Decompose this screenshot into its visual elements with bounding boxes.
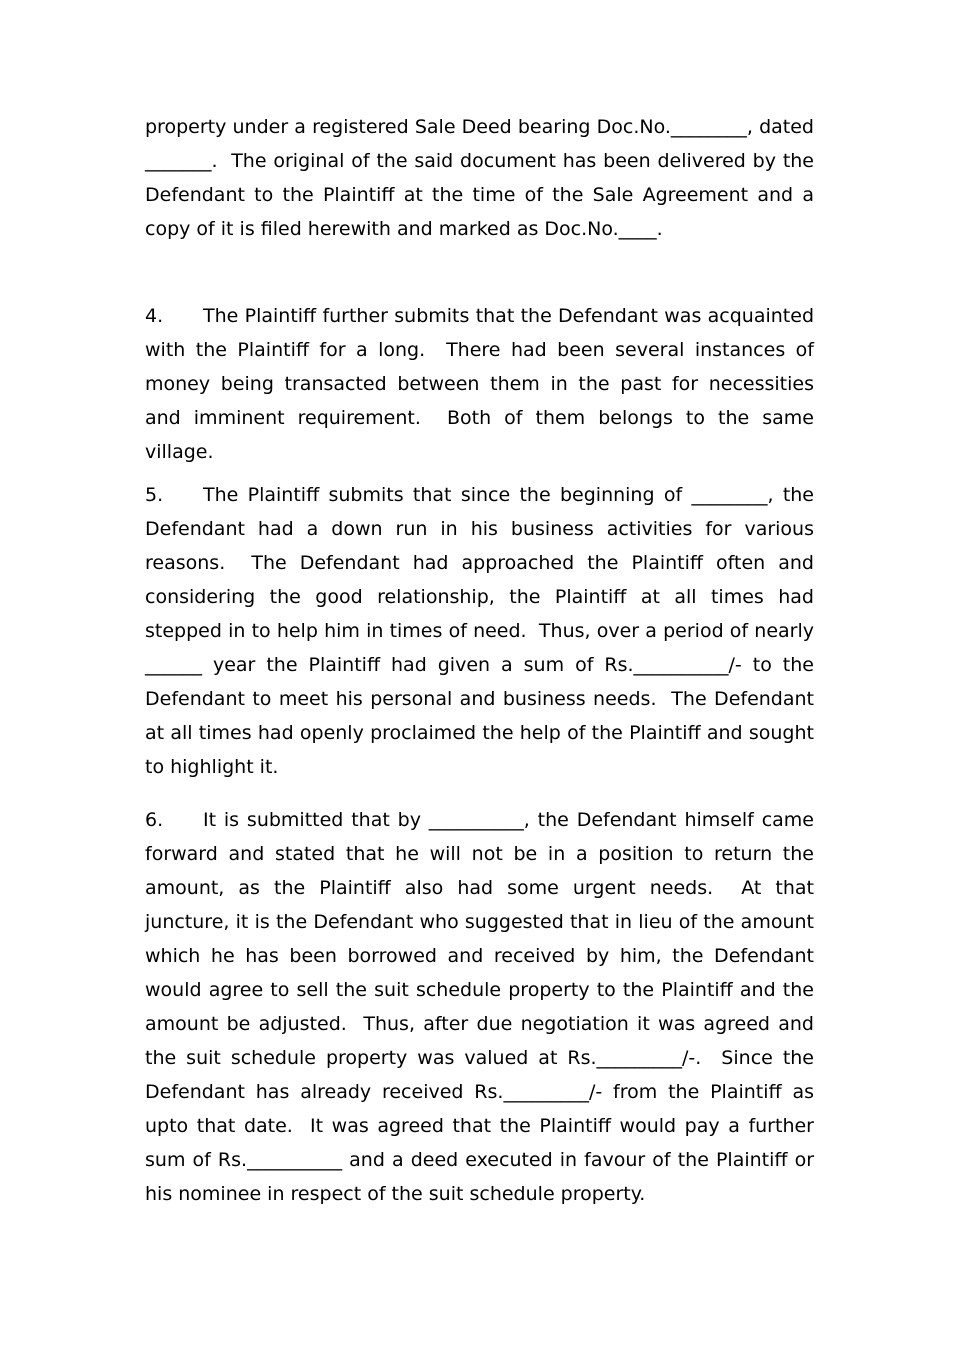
paragraph-5 — [145, 478, 821, 784]
paragraph-4 — [145, 299, 821, 469]
paragraph-text: The Plaintiff submits that since the beginning of ________, the Defendant had a down run in his business activities for various reasons. The Defendant had approached the Plaintiff often and considering the good relationship, the Plaintiff at all times had stepped in to help him in times of need. Thus, over a period of nearly ______ year the Plaintiff had given a sum of Rs.__________/- to the Defendant to meet his personal and business needs. The Defendant at all times had openly proclaimed the help of the Plaintiff and sought to highlight it. — [145, 484, 821, 778]
paragraph-continued — [145, 110, 827, 246]
paragraph-text: The Plaintiff further submits that the Defendant was acquainted with the Plaintiff for a long. There had been several instances of money being transacted between them in the past for necessities and imminent requirement. Both of them belongs to the same village. — [145, 305, 821, 463]
paragraph-number: 6. — [145, 809, 164, 831]
document-page — [145, 110, 827, 1211]
paragraph-6 — [145, 803, 821, 1211]
paragraph-text: It is submitted that by __________, the Defendant himself came forward and stated that he will not be in a position to return the amount, as the Plaintiff also had some urgent needs. At that juncture, it is the Defendant who suggested that in lieu of the amount which he has been borrowed and received by him, the Defendant would agree to sell the suit schedule property to the Plaintiff and the amount be adjusted. Thus, after due negotiation it was agreed and the suit schedule property was valued at Rs._________/-. Since the Defendant has already received Rs._________/- from the Plaintiff as upto that date. It was agreed that the Plaintiff would pay a further sum of Rs.__________ and a deed executed in favour of the Plaintiff or his nominee in respect of the suit schedule property. — [145, 809, 821, 1205]
paragraph-number: 5. — [145, 484, 164, 506]
paragraph-text: property under a registered Sale Deed bearing Doc.No.________, dated _______. The original of the said document has been delivered by the Defendant to the Plaintiff at the time of the Sale Agreement and a copy of it is filed herewith and marked as Doc.No.____. — [145, 116, 827, 240]
paragraph-number: 4. — [145, 305, 164, 327]
